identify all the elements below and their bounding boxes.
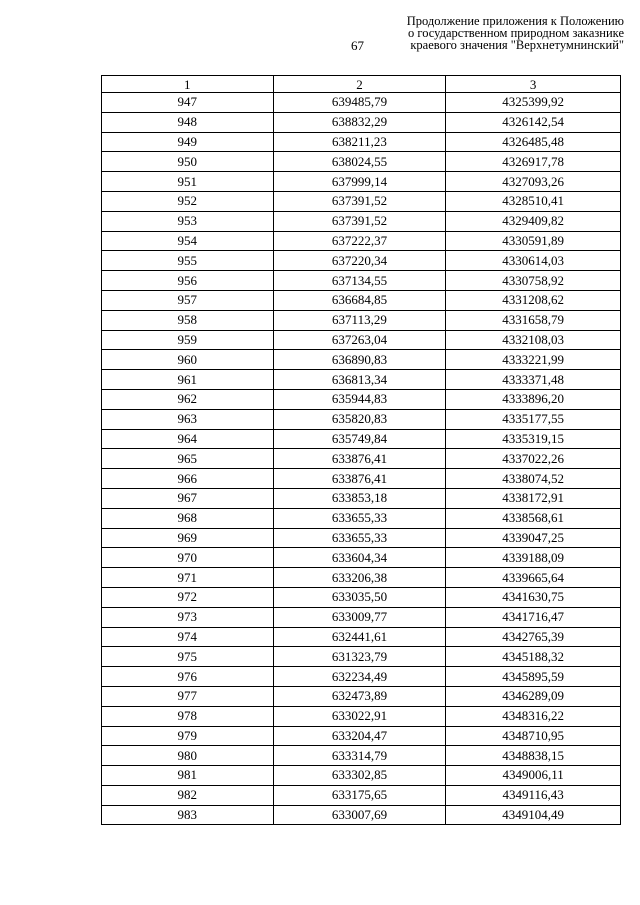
x-coordinate-cell: 633853,18 <box>273 488 446 508</box>
table-row <box>102 231 621 251</box>
y-coordinate-cell: 4338172,91 <box>446 488 621 508</box>
table-row <box>102 389 621 409</box>
x-coordinate-cell: 635749,84 <box>273 429 446 449</box>
y-coordinate-cell: 4341716,47 <box>446 607 621 627</box>
point-number-cell: 955 <box>102 251 274 271</box>
x-coordinate-cell: 631323,79 <box>273 647 446 667</box>
table-row <box>102 290 621 310</box>
column-header-2: 2 <box>273 76 446 93</box>
y-coordinate-cell: 4330591,89 <box>446 231 621 251</box>
point-number-cell: 972 <box>102 587 274 607</box>
x-coordinate-cell: 633206,38 <box>273 568 446 588</box>
table-row <box>102 172 621 192</box>
point-number-cell: 974 <box>102 627 274 647</box>
point-number-cell: 973 <box>102 607 274 627</box>
table-row <box>102 568 621 588</box>
y-coordinate-cell: 4335177,55 <box>446 409 621 429</box>
y-coordinate-cell: 4326917,78 <box>446 152 621 172</box>
point-number-cell: 956 <box>102 271 274 291</box>
y-coordinate-cell: 4332108,03 <box>446 330 621 350</box>
point-number-cell: 958 <box>102 310 274 330</box>
x-coordinate-cell: 636684,85 <box>273 290 446 310</box>
y-coordinate-cell: 4349006,11 <box>446 766 621 786</box>
x-coordinate-cell: 637222,37 <box>273 231 446 251</box>
point-number-cell: 959 <box>102 330 274 350</box>
table-row <box>102 350 621 370</box>
x-coordinate-cell: 633604,34 <box>273 548 446 568</box>
table-row <box>102 686 621 706</box>
point-number-cell: 963 <box>102 409 274 429</box>
point-number-cell: 961 <box>102 370 274 390</box>
point-number-cell: 979 <box>102 726 274 746</box>
y-coordinate-cell: 4335319,15 <box>446 429 621 449</box>
point-number-cell: 978 <box>102 706 274 726</box>
table-row <box>102 152 621 172</box>
point-number-cell: 976 <box>102 667 274 687</box>
table-row <box>102 191 621 211</box>
table-row <box>102 488 621 508</box>
table-row <box>102 508 621 528</box>
point-number-cell: 947 <box>102 93 274 113</box>
table-row <box>102 310 621 330</box>
point-number-cell: 960 <box>102 350 274 370</box>
x-coordinate-cell: 632441,61 <box>273 627 446 647</box>
x-coordinate-cell: 638832,29 <box>273 112 446 132</box>
x-coordinate-cell: 639485,79 <box>273 93 446 113</box>
y-coordinate-cell: 4326485,48 <box>446 132 621 152</box>
y-coordinate-cell: 4329409,82 <box>446 211 621 231</box>
table-row <box>102 211 621 231</box>
point-number-cell: 957 <box>102 290 274 310</box>
table-row <box>102 132 621 152</box>
x-coordinate-cell: 633876,41 <box>273 469 446 489</box>
table-row <box>102 469 621 489</box>
x-coordinate-cell: 637391,52 <box>273 191 446 211</box>
x-coordinate-cell: 637220,34 <box>273 251 446 271</box>
table-row <box>102 93 621 113</box>
y-coordinate-cell: 4339188,09 <box>446 548 621 568</box>
x-coordinate-cell: 633009,77 <box>273 607 446 627</box>
y-coordinate-cell: 4333896,20 <box>446 389 621 409</box>
x-coordinate-cell: 633876,41 <box>273 449 446 469</box>
y-coordinate-cell: 4348710,95 <box>446 726 621 746</box>
x-coordinate-cell: 637113,29 <box>273 310 446 330</box>
table-row <box>102 726 621 746</box>
y-coordinate-cell: 4342765,39 <box>446 627 621 647</box>
point-number-cell: 971 <box>102 568 274 588</box>
table-row <box>102 112 621 132</box>
table-row <box>102 766 621 786</box>
y-coordinate-cell: 4327093,26 <box>446 172 621 192</box>
x-coordinate-cell: 637263,04 <box>273 330 446 350</box>
table-row <box>102 785 621 805</box>
x-coordinate-cell: 632473,89 <box>273 686 446 706</box>
point-number-cell: 969 <box>102 528 274 548</box>
y-coordinate-cell: 4341630,75 <box>446 587 621 607</box>
table-row <box>102 607 621 627</box>
x-coordinate-cell: 637134,55 <box>273 271 446 291</box>
document-header <box>384 15 624 51</box>
coordinates-table <box>101 75 621 825</box>
point-number-cell: 980 <box>102 746 274 766</box>
point-number-cell: 949 <box>102 132 274 152</box>
x-coordinate-cell: 633022,91 <box>273 706 446 726</box>
y-coordinate-cell: 4337022,26 <box>446 449 621 469</box>
point-number-cell: 965 <box>102 449 274 469</box>
y-coordinate-cell: 4349116,43 <box>446 785 621 805</box>
page-number: 67 <box>351 38 364 53</box>
y-coordinate-cell: 4325399,92 <box>446 93 621 113</box>
table-row <box>102 706 621 726</box>
x-coordinate-cell: 633314,79 <box>273 746 446 766</box>
y-coordinate-cell: 4331658,79 <box>446 310 621 330</box>
table-row <box>102 251 621 271</box>
point-number-cell: 950 <box>102 152 274 172</box>
x-coordinate-cell: 633655,33 <box>273 528 446 548</box>
y-coordinate-cell: 4348838,15 <box>446 746 621 766</box>
header-line: Продолжение приложения к Положению <box>406 14 624 28</box>
point-number-cell: 982 <box>102 785 274 805</box>
header-line: о государственном природном заказнике <box>408 26 624 40</box>
table-row <box>102 409 621 429</box>
table-row <box>102 271 621 291</box>
table-row <box>102 548 621 568</box>
point-number-cell: 964 <box>102 429 274 449</box>
y-coordinate-cell: 4346289,09 <box>446 686 621 706</box>
x-coordinate-cell: 633204,47 <box>273 726 446 746</box>
table-row <box>102 746 621 766</box>
point-number-cell: 975 <box>102 647 274 667</box>
point-number-cell: 954 <box>102 231 274 251</box>
table-row <box>102 805 621 825</box>
x-coordinate-cell: 636890,83 <box>273 350 446 370</box>
x-coordinate-cell: 637999,14 <box>273 172 446 192</box>
point-number-cell: 948 <box>102 112 274 132</box>
point-number-cell: 983 <box>102 805 274 825</box>
y-coordinate-cell: 4330758,92 <box>446 271 621 291</box>
y-coordinate-cell: 4331208,62 <box>446 290 621 310</box>
column-header-1: 1 <box>102 76 274 93</box>
x-coordinate-cell: 633035,50 <box>273 587 446 607</box>
point-number-cell: 951 <box>102 172 274 192</box>
table-row <box>102 667 621 687</box>
point-number-cell: 962 <box>102 389 274 409</box>
point-number-cell: 968 <box>102 508 274 528</box>
x-coordinate-cell: 635820,83 <box>273 409 446 429</box>
table-row <box>102 627 621 647</box>
table-header-row <box>102 76 621 93</box>
x-coordinate-cell: 633007,69 <box>273 805 446 825</box>
table-row <box>102 449 621 469</box>
y-coordinate-cell: 4349104,49 <box>446 805 621 825</box>
point-number-cell: 967 <box>102 488 274 508</box>
x-coordinate-cell: 635944,83 <box>273 389 446 409</box>
header-line: краевого значения "Верхнетумнинский" <box>410 38 624 52</box>
y-coordinate-cell: 4345188,32 <box>446 647 621 667</box>
point-number-cell: 966 <box>102 469 274 489</box>
y-coordinate-cell: 4328510,41 <box>446 191 621 211</box>
y-coordinate-cell: 4338568,61 <box>446 508 621 528</box>
point-number-cell: 977 <box>102 686 274 706</box>
x-coordinate-cell: 638211,23 <box>273 132 446 152</box>
x-coordinate-cell: 638024,55 <box>273 152 446 172</box>
point-number-cell: 953 <box>102 211 274 231</box>
y-coordinate-cell: 4326142,54 <box>446 112 621 132</box>
point-number-cell: 952 <box>102 191 274 211</box>
y-coordinate-cell: 4345895,59 <box>446 667 621 687</box>
table-body <box>102 93 621 825</box>
y-coordinate-cell: 4333371,48 <box>446 370 621 390</box>
table-row <box>102 330 621 350</box>
x-coordinate-cell: 633302,85 <box>273 766 446 786</box>
point-number-cell: 970 <box>102 548 274 568</box>
table-row <box>102 587 621 607</box>
table-row <box>102 370 621 390</box>
y-coordinate-cell: 4333221,99 <box>446 350 621 370</box>
point-number-cell: 981 <box>102 766 274 786</box>
y-coordinate-cell: 4339047,25 <box>446 528 621 548</box>
column-header-3: 3 <box>446 76 621 93</box>
y-coordinate-cell: 4339665,64 <box>446 568 621 588</box>
x-coordinate-cell: 633655,33 <box>273 508 446 528</box>
table-row <box>102 647 621 667</box>
x-coordinate-cell: 632234,49 <box>273 667 446 687</box>
x-coordinate-cell: 637391,52 <box>273 211 446 231</box>
y-coordinate-cell: 4338074,52 <box>446 469 621 489</box>
x-coordinate-cell: 636813,34 <box>273 370 446 390</box>
x-coordinate-cell: 633175,65 <box>273 785 446 805</box>
y-coordinate-cell: 4348316,22 <box>446 706 621 726</box>
y-coordinate-cell: 4330614,03 <box>446 251 621 271</box>
table-row <box>102 528 621 548</box>
table-row <box>102 429 621 449</box>
